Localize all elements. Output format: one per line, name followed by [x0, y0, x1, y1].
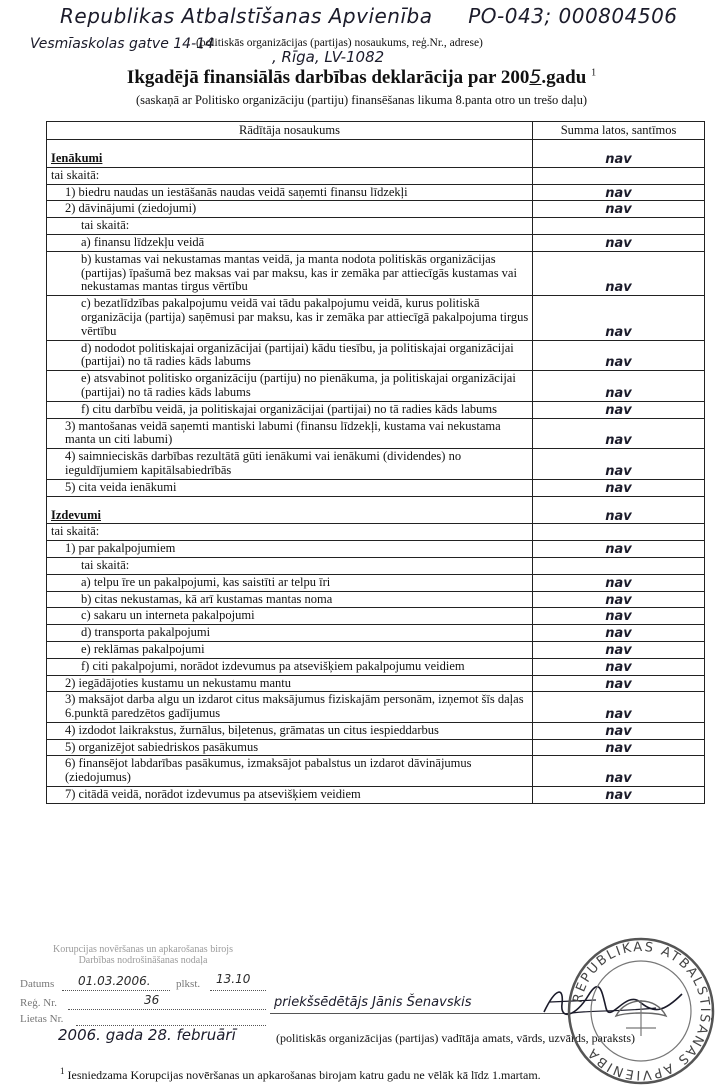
table-row [47, 218, 705, 235]
footnote-text: Iesniedzama Korupcijas novēršanas un apkarošanas birojam katru gadu ne vēlāk kā līdz 1.martam. [67, 1068, 541, 1082]
indicator-label: e) reklāmas pakalpojumi [47, 641, 533, 658]
amount-value: nav [533, 371, 705, 402]
amount-value: nav [533, 675, 705, 692]
amount-value: nav [533, 722, 705, 739]
amount-value: nav [533, 401, 705, 418]
indicator-label: 4) saimnieciskās darbības rezultātā gūti ienākumi vai ienākumi (dividendes) no ieguldījumiem kapitālsabiedrībās [47, 449, 533, 480]
table-row [47, 167, 705, 184]
table-row [47, 371, 705, 402]
indicator-label: Ienākumi [47, 140, 533, 168]
amount-value: nav [533, 692, 705, 723]
amount-value: nav [533, 608, 705, 625]
indicator-label: 1) par pakalpojumiem [47, 541, 533, 558]
party-seal [566, 936, 716, 1086]
table-row [47, 296, 705, 340]
table-row [47, 591, 705, 608]
stamp-line-1: Korupcijas novēršanas un apkarošanas birojs [53, 944, 233, 955]
table-section-row [47, 140, 705, 168]
amount-value [533, 557, 705, 574]
table-row [47, 739, 705, 756]
amount-value: nav [533, 591, 705, 608]
table-row [47, 557, 705, 574]
amount-value: nav [533, 787, 705, 804]
table-row [47, 675, 705, 692]
signatory-position-name: priekšsēdētājs Jānis Šenavskis [274, 995, 472, 1010]
table-row [47, 625, 705, 642]
header-caption: (politiskās organizācijas (partijas) nosaukums, reģ.Nr., adrese) [196, 37, 483, 49]
table-section-row [47, 496, 705, 524]
amount-value: nav [533, 739, 705, 756]
table-row [47, 449, 705, 480]
table-row [47, 641, 705, 658]
indicator-label: b) kustamas vai nekustamas mantas veidā, ja manta nodota politiskās organizācijas (partijas) īpašumā bez maksas vai par maksu, kas ir zemāka par attiecīgās kustamas vai nekustamas mantas tirgus vērtību [47, 251, 533, 295]
address-line-1: Vesmīaskolas gatve 14-14 [30, 36, 214, 52]
indicator-label: f) citu darbību veidā, ja politiskajai organizācijai (partijai) no tā radies kāds labums [47, 401, 533, 418]
stamp-line-2: Darbības nodrošināšanas nodaļa [78, 955, 208, 966]
amount-value: nav [533, 625, 705, 642]
amount-value [533, 524, 705, 541]
indicator-label: 5) organizējot sabiedriskos pasākumus [47, 739, 533, 756]
party-name-handwritten [60, 4, 678, 28]
footnote [60, 1066, 541, 1083]
column-header-amount: Summa latos, santīmos [533, 122, 705, 140]
indicator-label: b) citas nekustamas, kā arī kustamas mantas noma [47, 591, 533, 608]
amount-value: nav [533, 418, 705, 449]
table-row [47, 608, 705, 625]
stamp-reg-line [68, 1009, 266, 1010]
amount-value [533, 218, 705, 235]
stamp-date-label: Datums [20, 978, 55, 990]
indicator-label: tai skaitā: [47, 557, 533, 574]
stamp-time-line [210, 990, 266, 991]
table-header-row [47, 122, 705, 140]
table-row [47, 574, 705, 591]
indicator-label: a) finansu līdzekļu veidā [47, 234, 533, 251]
registration-number: PO-043; 000804506 [468, 4, 678, 28]
indicator-label: d) transporta pakalpojumi [47, 625, 533, 642]
stamp-time-value: 13.10 [216, 972, 251, 986]
indicator-label: Izdevumi [47, 496, 533, 524]
registry-stamp [18, 944, 268, 966]
indicator-label: 2) dāvinājumi (ziedojumi) [47, 201, 533, 218]
indicator-label: 1) biedru naudas un iestāšanās naudas veidā saņemti finansu līdzekļi [47, 184, 533, 201]
table-row [47, 756, 705, 787]
table-row [47, 184, 705, 201]
table-row [47, 722, 705, 739]
indicator-label: tai skaitā: [47, 524, 533, 541]
table-row [47, 479, 705, 496]
amount-value: nav [533, 541, 705, 558]
table-row [47, 401, 705, 418]
table-row [47, 340, 705, 371]
indicator-label: e) atsvabinot politisko organizāciju (partiju) no pienākuma, ja politiskajai organizācijai (partijai) no tā radies kāds labums [47, 371, 533, 402]
title-footnote-mark: 1 [591, 67, 597, 79]
amount-value: nav [533, 574, 705, 591]
title-year-digit: 5 [529, 66, 542, 88]
amount-value: nav [533, 251, 705, 295]
amount-value: nav [533, 496, 705, 524]
amount-value: nav [533, 449, 705, 480]
indicator-label: a) telpu īre un pakalpojumi, kas saistīti ar telpu īri [47, 574, 533, 591]
amount-value: nav [533, 641, 705, 658]
table-row [47, 787, 705, 804]
indicator-label: 6) finansējot labdarības pasākumus, izmaksājot pabalstus un izdarot dāvinājumus (ziedojumus) [47, 756, 533, 787]
indicator-label: 3) maksājot darba algu un izdarot citus maksājumus fiziskajām personām, izņemot šīs daļas 6.punktā paredzētos gadījumus [47, 692, 533, 723]
amount-value: nav [533, 296, 705, 340]
amount-value: nav [533, 201, 705, 218]
indicator-label: tai skaitā: [47, 218, 533, 235]
stamp-reg-value: 36 [144, 993, 160, 1007]
stamp-date-value: 01.03.2006. [78, 974, 151, 988]
amount-value: nav [533, 479, 705, 496]
amount-value: nav [533, 140, 705, 168]
amount-value: nav [533, 340, 705, 371]
indicator-label: tai skaitā: [47, 167, 533, 184]
indicator-label: f) citi pakalpojumi, norādot izdevumus pa atsevišķiem pakalpojumu veidiem [47, 658, 533, 675]
indicator-label: 2) iegādājoties kustamu un nekustamu mantu [47, 675, 533, 692]
indicator-label: 7) citādā veidā, norādot izdevumus pa atsevišķiem veidiem [47, 787, 533, 804]
table-row [47, 201, 705, 218]
indicator-label: 4) izdodot laikrakstus, žurnālus, biļetenus, grāmatas un citus iespieddarbus [47, 722, 533, 739]
indicator-label: 3) mantošanas veidā saņemti mantiski labumi (finansu līdzekļi, kustama vai nekustama manta un citi labumi) [47, 418, 533, 449]
amount-value: nav [533, 658, 705, 675]
signature-caption: (politiskās organizācijas (partijas) vadītāja amats, vārds, uzvārds, paraksts) [276, 1031, 635, 1045]
amount-value: nav [533, 184, 705, 201]
table-row [47, 658, 705, 675]
table-row [47, 251, 705, 295]
signing-date: 2006. gada 28. februārī [58, 1026, 236, 1044]
page-title: Ikgadējā finansiālās darbības deklarācija par 2005.gadu $^1$ [126, 66, 597, 88]
stamp-time-label: plkst. [176, 978, 201, 990]
indicator-label: c) sakaru un interneta pakalpojumi [47, 608, 533, 625]
table-row [47, 524, 705, 541]
party-name: Republikas Atbalstīšanas Apvienība [60, 4, 433, 28]
table-row [47, 692, 705, 723]
column-header-indicator: Rādītāja nosaukums [47, 122, 533, 140]
stamp-reg-label: Reģ. Nr. [20, 997, 57, 1009]
table-row [47, 234, 705, 251]
declaration-table [46, 121, 705, 804]
table-row [47, 418, 705, 449]
indicator-label: 5) cita veida ienākumi [47, 479, 533, 496]
footnote-mark: 1 [60, 1066, 65, 1076]
indicator-label: d) nododot politiskajai organizācijai (partijai) kādu tiesību, ja politiskajai organizācijai (partijai) no tā radies kāds labums [47, 340, 533, 371]
signature-line [270, 1013, 570, 1014]
amount-value: nav [533, 756, 705, 787]
indicator-label: c) bezatlīdzības pakalpojumu veidā vai tādu pakalpojumu veidā, kurus politiskā organizācija (partija) saņēmusi par maksu, kas ir zemāka par attiecīgā pakalpojuma tirgus vērtību [47, 296, 533, 340]
seal-text: REPUBLIKAS ATBALSTĪŠANAS APVIENĪBA [570, 939, 713, 1083]
amount-value [533, 167, 705, 184]
stamp-date-line [62, 990, 170, 991]
table-row [47, 541, 705, 558]
page-subtitle: (saskaņā ar Politisko organizāciju (partiju) finansēšanas likuma 8.panta otro un trešo daļu) [135, 93, 588, 107]
amount-value: nav [533, 234, 705, 251]
address-line-2: , Rīga, LV-1082 [272, 48, 385, 66]
stamp-case-label: Lietas Nr. [20, 1013, 64, 1025]
